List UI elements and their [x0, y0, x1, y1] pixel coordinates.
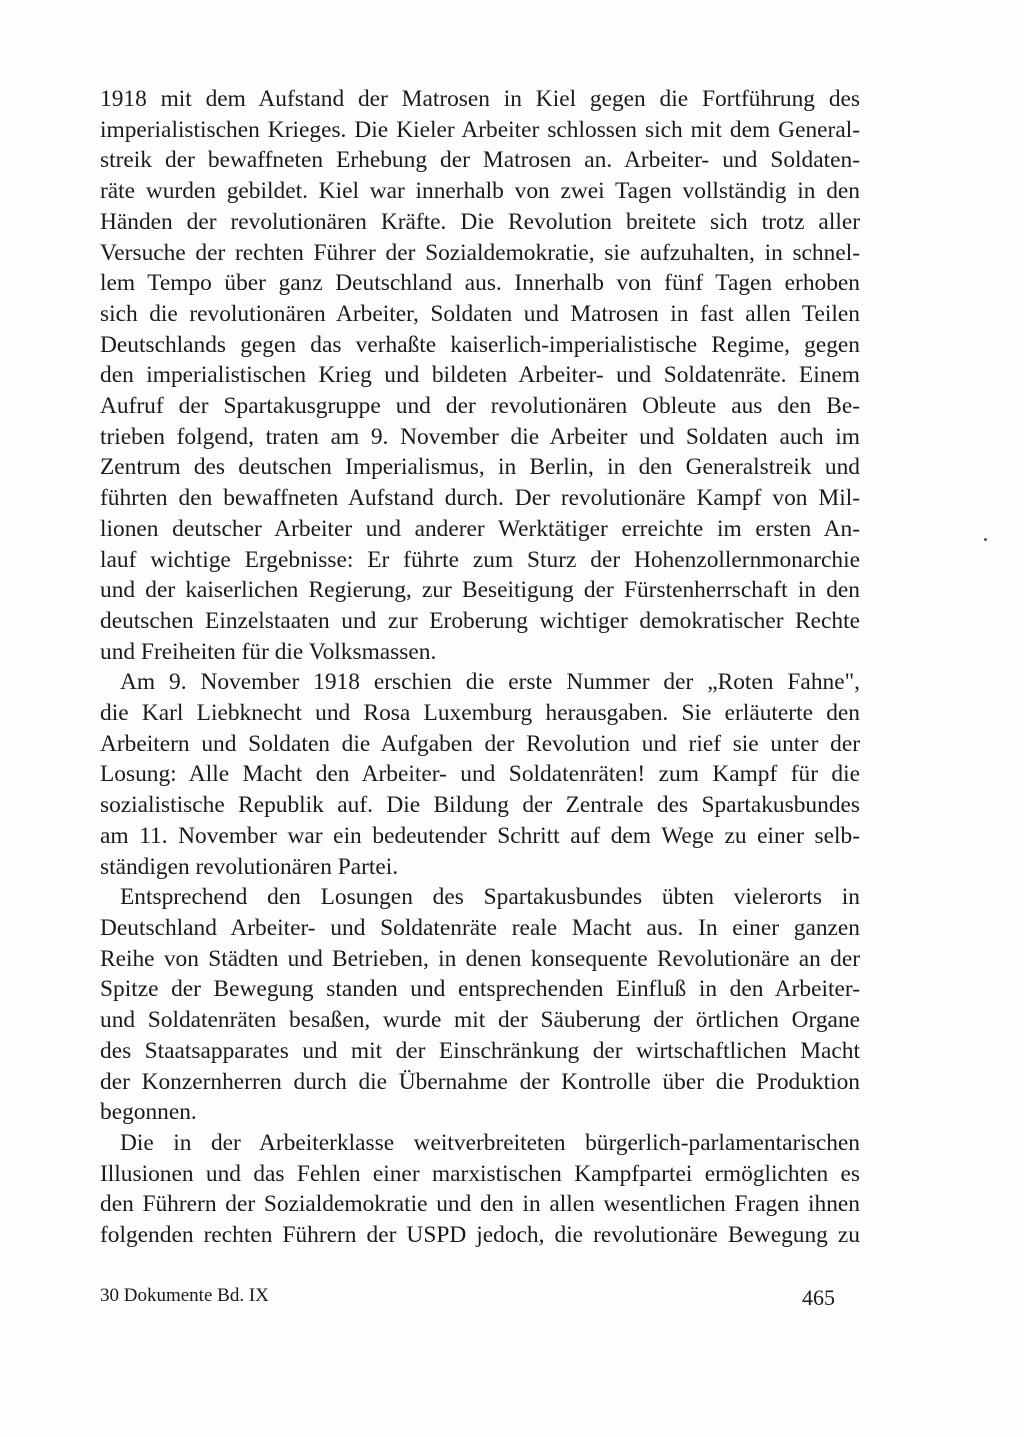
printer-signature: 30 Dokumente Bd. IX: [100, 1285, 269, 1306]
text-line: Entsprechend den Losungen des Spartakusbundes übten vielerorts in: [120, 884, 860, 911]
text-line: des Staatsapparates und mit der Einschränkung der wirtschaftlichen Macht: [100, 1037, 860, 1064]
paragraph-3: [100, 882, 860, 1128]
text-line: Die in der Arbeiterklasse weitverbreiteten bürgerlich-parlamentarischen: [120, 1129, 860, 1156]
text-line: Am 9. November 1918 erschien die erste Nummer der „Roten Fahne",: [120, 669, 860, 696]
text-line: Händen der revolutionären Kräfte. Die Revolution breitete sich trotz aller: [100, 208, 860, 235]
text-line: führten den bewaffneten Aufstand durch. Der revolutionäre Kampf von Mil-: [100, 485, 860, 512]
text-line: sich die revolutionären Arbeiter, Soldaten und Matrosen in fast allen Teilen: [100, 300, 860, 327]
text-line: Reihe von Städten und Betrieben, in denen konsequente Revolutionäre an der: [100, 945, 860, 972]
text-line: Zentrum des deutschen Imperialismus, in Berlin, in den Generalstreik und: [100, 454, 860, 481]
text-line: Versuche der rechten Führer der Sozialdemokratie, sie aufzuhalten, in schnel-: [100, 239, 860, 266]
text-line: imperialistischen Krieges. Die Kieler Arbeiter schlossen sich mit dem General-: [100, 116, 860, 143]
text-line: am 11. November war ein bedeutender Schritt auf dem Wege zu einer selb-: [100, 822, 860, 849]
text-line: die Karl Liebknecht und Rosa Luxemburg herausgaben. Sie erläuterte den: [100, 700, 860, 727]
text-line: streik der bewaffneten Erhebung der Matrosen an. Arbeiter- und Soldaten-: [100, 147, 860, 174]
text-line: trieben folgend, traten am 9. November die Arbeiter und Soldaten auch im: [100, 423, 860, 450]
text-line: der Konzernherren durch die Übernahme der Kontrolle über die Produktion: [100, 1068, 860, 1095]
text-line: und der kaiserlichen Regierung, zur Beseitigung der Fürstenherrschaft in den: [100, 577, 860, 604]
text-line: begonnen.: [100, 1099, 197, 1126]
text-line: Arbeitern und Soldaten die Aufgaben der Revolution und rief sie unter der: [100, 730, 860, 757]
text-line: räte wurden gebildet. Kiel war innerhalb von zwei Tagen vollständig in den: [100, 178, 860, 205]
text-line: den imperialistischen Krieg und bildeten Arbeiter- und Soldatenräte. Einem: [100, 362, 860, 389]
text-line: Deutschlands gegen das verhaßte kaiserlich-imperialistische Regime, gegen: [100, 331, 860, 358]
paragraph-4: [100, 1128, 860, 1251]
text-line: 1918 mit dem Aufstand der Matrosen in Kiel gegen die Fortführung des: [100, 86, 860, 112]
text-line: ständigen revolutionären Partei.: [100, 853, 399, 880]
text-line: lauf wichtige Ergebnisse: Er führte zum Sturz der Hohenzollernmonarchie: [100, 546, 860, 573]
text-line: Illusionen und das Fehlen einer marxistischen Kampfpartei ermöglichten es: [100, 1160, 860, 1187]
text-line: Aufruf der Spartakusgruppe und der revolutionären Obleute aus den Be-: [100, 393, 860, 420]
paragraph-1: [100, 84, 860, 667]
text-line: lionen deutscher Arbeiter und anderer Werktätiger erreichte im ersten An-: [100, 515, 860, 542]
scan-speck: [984, 538, 987, 541]
page-number: 465: [802, 1285, 835, 1310]
text-line: folgenden rechten Führern der USPD jedoch, die revolutionäre Bewegung zu: [100, 1222, 860, 1249]
text-line: und Soldatenräten besaßen, wurde mit der Säuberung der örtlichen Organe: [100, 1007, 860, 1034]
text-line: deutschen Einzelstaaten und zur Eroberung wichtiger demokratischer Rechte: [100, 607, 860, 634]
body-text: [100, 84, 860, 1251]
text-line: und Freiheiten für die Volksmassen.: [100, 638, 437, 665]
paragraph-2: [100, 667, 860, 882]
text-line: Deutschland Arbeiter- und Soldatenräte reale Macht aus. In einer ganzen: [100, 914, 860, 941]
text-line: Spitze der Bewegung standen und entsprechenden Einfluß in den Arbeiter-: [100, 976, 860, 1003]
text-line: sozialistische Republik auf. Die Bildung der Zentrale des Spartakusbundes: [100, 792, 860, 819]
text-line: den Führern der Sozialdemokratie und den in allen wesentlichen Fragen ihnen: [100, 1191, 860, 1218]
text-line: lem Tempo über ganz Deutschland aus. Innerhalb von fünf Tagen erhoben: [100, 270, 860, 297]
text-line: Losung: Alle Macht den Arbeiter- und Soldatenräten! zum Kampf für die: [100, 761, 860, 788]
